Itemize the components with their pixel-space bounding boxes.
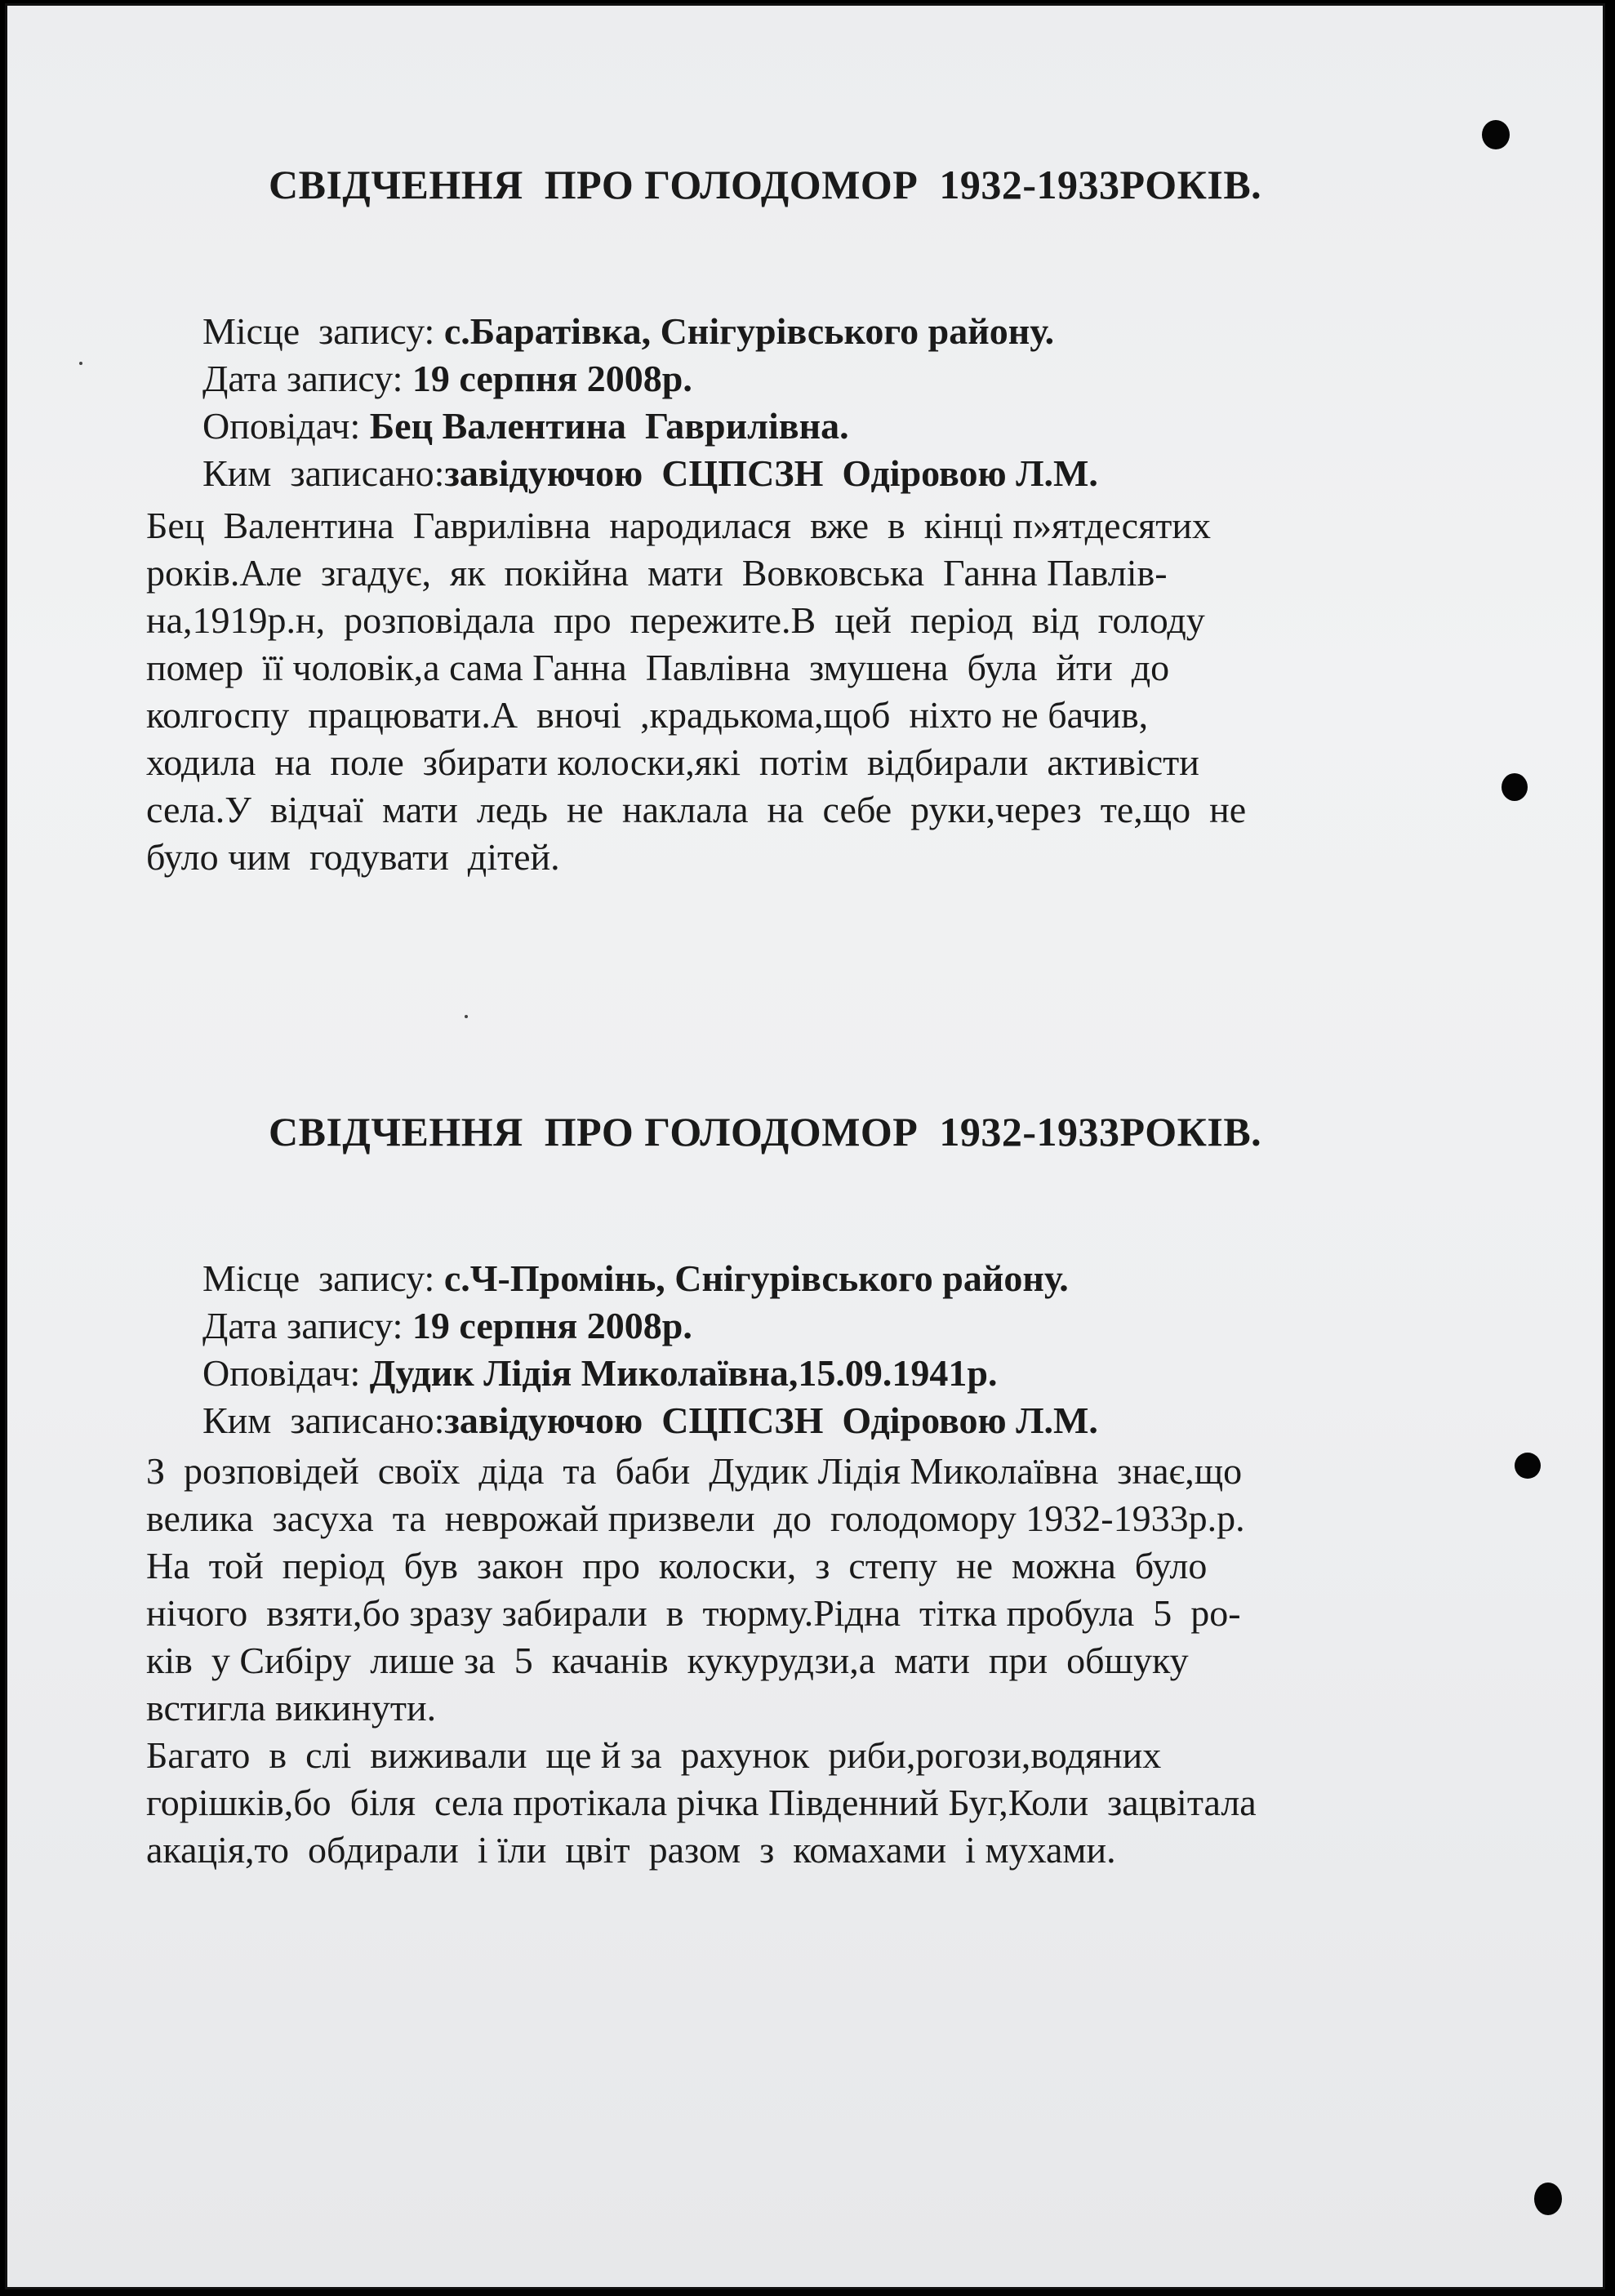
punch-hole bbox=[1502, 773, 1528, 801]
testimony-line: Багато в слі виживали ще й за рахунок риби,рогози,водяних bbox=[146, 1734, 1162, 1776]
meta-recorded-by: Ким записано:завідуючою СЦПСЗН Одіровою Л.М. bbox=[202, 1399, 1098, 1441]
testimony-line: нічого взяти,бо зразу забирали в тюрму.Рідна тітка пробула 5 ро- bbox=[146, 1592, 1241, 1634]
meta-record-date: Дата запису: 19 серпня 2008р. bbox=[202, 1305, 692, 1346]
testimony-line: помер її чоловік,а сама Ганна Павлівна змушена була йти до bbox=[146, 647, 1170, 688]
testimony-line: колгоспу працювати.А вночі ,крадькома,щоб ніхто не бачив, bbox=[146, 694, 1149, 736]
testimony-line: горішків,бо біля села протікала річка Південний Буг,Коли зацвітала bbox=[146, 1782, 1257, 1823]
punch-hole bbox=[1515, 1453, 1541, 1479]
testimony-line: було чим годувати дітей. bbox=[146, 836, 560, 878]
speck bbox=[465, 1015, 468, 1018]
punch-hole bbox=[1534, 2183, 1562, 2215]
testimony-line: ків у Сибіру лише за 5 качанів кукурудзи,а мати при обшуку bbox=[146, 1640, 1189, 1681]
punch-hole bbox=[1482, 120, 1510, 149]
testimony-line: З розповідей своїх діда та баби Дудик Лідія Миколаївна знає,що bbox=[146, 1450, 1243, 1492]
testimony-line: встигла викинути. bbox=[146, 1687, 437, 1729]
testimony-line: велика засуха та неврожай призвели до голодомору 1932-1933р.р. bbox=[146, 1497, 1245, 1539]
testimony-line: села.У відчаї мати ледь не наклала на себе руки,через те,що не bbox=[146, 789, 1247, 830]
meta-recorded-by: Ким записано:завідуючою СЦПСЗН Одіровою Л.М. bbox=[202, 452, 1098, 494]
testimony-line: ходила на поле збирати колоски,які потім відбирали активісти bbox=[146, 741, 1199, 783]
testimony-line: Бец Валентина Гаврилівна народилася вже в кінці п»ятдесятих bbox=[146, 505, 1211, 546]
speck bbox=[79, 362, 82, 365]
meta-narrator: Оповідач: Бец Валентина Гаврилівна. bbox=[202, 405, 849, 447]
meta-record-place: Місце запису: с.Баратівка, Снігурівського району. bbox=[202, 310, 1055, 352]
testimony-line: акація,то обдирали і їли цвіт разом з комахами і мухами. bbox=[146, 1829, 1116, 1871]
section-title: СВІДЧЕННЯ ПРО ГОЛОДОМОР 1932-1933РОКІВ. bbox=[269, 162, 1262, 207]
testimony-section-2 bbox=[146, 1108, 1453, 1924]
testimony-line: років.Але згадує, як покійна мати Вовковська Ганна Павлів- bbox=[146, 552, 1168, 594]
meta-record-place: Місце запису: с.Ч-Промінь, Снігурівського району. bbox=[202, 1257, 1069, 1299]
testimony-line: на,1919р.н, розповідала про пережите.В цей період від голоду bbox=[146, 599, 1205, 641]
meta-record-date: Дата запису: 19 серпня 2008р. bbox=[202, 358, 692, 399]
testimony-line: На той період був закон про колоски, з степу не можна було bbox=[146, 1545, 1208, 1586]
testimony-section-1 bbox=[146, 161, 1453, 928]
document-page bbox=[5, 3, 1605, 2289]
meta-narrator: Оповідач: Дудик Лідія Миколаївна,15.09.1941р. bbox=[202, 1352, 998, 1394]
section-title: СВІДЧЕННЯ ПРО ГОЛОДОМОР 1932-1933РОКІВ. bbox=[269, 1109, 1262, 1155]
